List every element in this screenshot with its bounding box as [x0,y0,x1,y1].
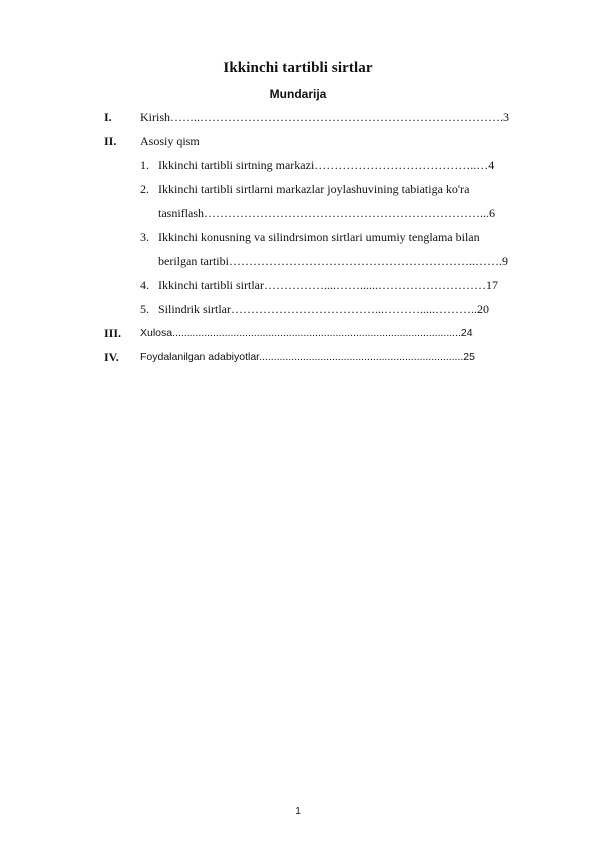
toc-subitem-number: 3. [140,230,149,244]
toc-roman-numeral: I. [104,110,112,124]
toc-heading: Mundarija [269,87,327,101]
toc-roman-numeral: IV. [104,350,119,364]
toc-entry-text: Asosiy qism [140,134,200,148]
toc-subitem-text: Ikkinchi konusning va silindrsimon sirtlari umumiy tenglama bilan [158,230,480,244]
toc-roman-numeral: III. [104,326,122,340]
toc-subitem-text: tasniflash……………………………………………………………...6 [158,206,495,220]
toc-subitem-text: Silindrik sirtlar………………………………...……….....………..20 [158,302,489,316]
document-title: Ikkinchi tartibli sirtlar [223,60,373,76]
toc-entry-text: Xulosa...................................................................................................24 [140,327,473,339]
toc-subitem-text: Ikkinchi tartibli sirtlar……………....……......………………………17 [158,278,498,292]
toc-subitem-text: Ikkinchi tartibli sirtning markazi…………………………………..…4 [158,158,495,172]
toc-subitem-number: 2. [140,182,149,196]
toc-subitem-number: 5. [140,302,149,316]
toc-entry-text: Kirish……..………………………………………………………………….3 [140,110,509,124]
page-number: 1 [295,806,301,817]
toc-subitem-text: Ikkinchi tartibli sirtlarni markazlar joylashuvining tabiatiga ko'ra [158,182,470,196]
toc-subitem-number: 4. [140,278,149,292]
toc-subitem-number: 1. [140,158,149,172]
toc-entry-text: Foydalanilgan adabiyotlar......................................................................25 [140,351,475,363]
toc-roman-numeral: II. [104,134,117,148]
toc-subitem-text: berilgan tartibi……………………………………………………..…….9 [158,254,508,268]
